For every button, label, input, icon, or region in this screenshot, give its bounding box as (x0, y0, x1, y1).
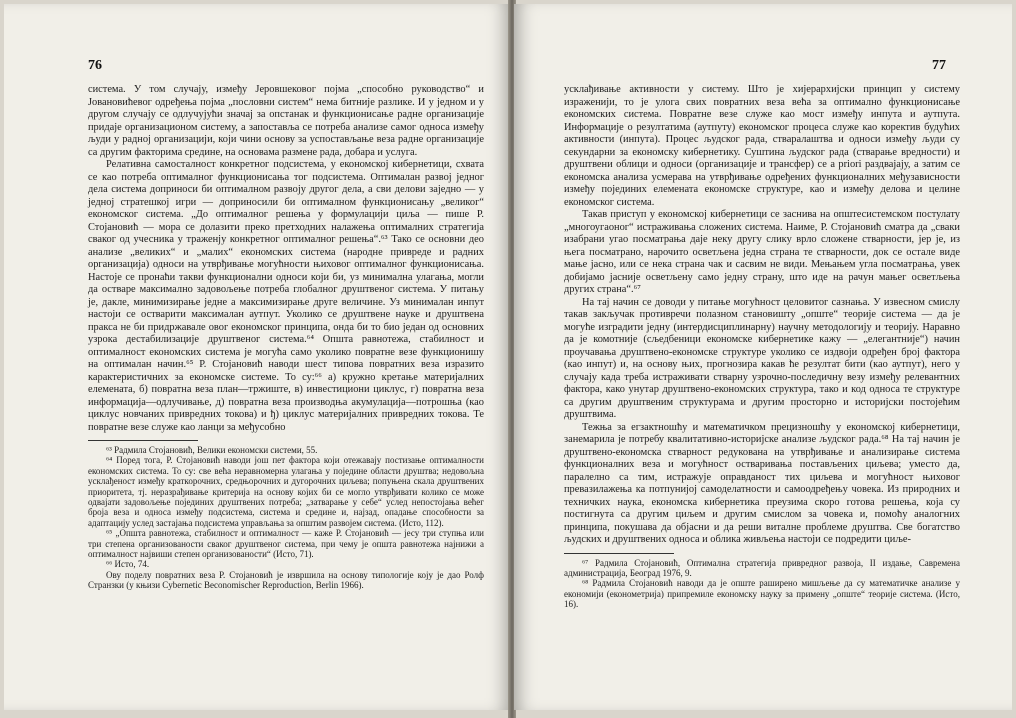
footnote: ⁶⁴ Поред тога, Р. Стојановић наводи још пет фактора који отежавају постизање оптималности економских система. То су: све већа неравномерна улагања у поједине области друштва; недовољна усклађеност између краткорочних, средњорочних и дугорочних циљева; попуњена скала друштвених приоритета, тј. неразрађивање критерија на основу којих би се могло утврђивати колико се може одвајати задовољење појединих друштвених потреба; „затварање у себе“ услед непостојања већег броја веза и односа између подсистема, система и средине и, најзад, опадање способности за адаптацију услед застајања подсистема управљања за општим развојем система. (Исто, 112). (88, 455, 484, 528)
footnote-rule (88, 440, 198, 441)
left-page-text (88, 84, 484, 591)
right-page-text (564, 84, 960, 610)
paragraph: Релативна самосталност конкретног подсистема, у економској кибернетици, схвата се као потреба оптималног функционисања тог подсистема. Оптималан развој једног дела система доприноси би оптималном развоју другог дела, а сви делови заједно — у једној стратешкој игри — доприносили би оптималном функционисању „великог“ економског система. „До оптималног решења у формулацији циља — пише Р. Стојановић — мора се долазити преко претходних налажења оптималних стратегија сваког од учесника у траженју конкретног оптималног решења“.⁶³ Тако се основни део анализе „великих“ и „малих“ економских система (народне привреде и радних организација) односи на утврђивање могућности њиховог оптималног функционисања. Настоје се пронаћи такви функционални односи који би, уз минимална улагања, могли да остваре максимално задовољење потреба глобалног друштвеног система. У питању је, дакле, минимизирање једне а максимизирање друге величине. Уз минималан инпут настоји се остварити максималан аутпут. Уколико се друштвене науке и друштвена пракса не би придржавале овог економског принципа, онда би то био један од основних узрока дестабилизације друштвеног система.⁶⁴ Општа равнотежа, стабилност и оптималност економских система је могућа само уколико повратне везе функционишу на оптималан начин.⁶⁵ Р. Стојановић наводи шест типова повратних веза изразито карактеристичних за економске системе. То су:⁶⁶ а) кружно кретање материјалних елемената, б) повратна веза план—тржиште, в) инвестициони циклус, г) повратна веза информација—одлучивање, д) повратна веза производња акумулација—потрошња (као циклус новчаних привредних токова) и ђ) циклус материјалних привредних токова. Те повратне везе служе као ланци за међусобно (88, 159, 484, 433)
footnote: ⁶³ Радмила Стојановић, Велики економски системи, 55. (106, 445, 318, 455)
paragraph: Тежња за егзактношћу и математичком прецизношћу у економској кибернетици, занемарила је потребу квалитативно-историјске анализе људског рада.⁶⁸ На тај начин је друштвено-економска стварност редукована на утврђивање и анализирање система функционалних веза и могућност остваривања постављених циљева; уместо да, паралелно са тим, истражује оправданост тих циљева и могућност њиховог превазилажења ка потпунијој самоделатности и самоодређењу човека. Из природних и техничких наука, економска кибернетика преузима скоро готова решења, која су постигнута са другим циљем и другим смислом за човека и, помоћу аналогних принципа, покушава да објасни и да реши виталне проблеме друштва. Све богатство људских и друштвених односа и облика живљења настоји се подредити циље- (564, 421, 960, 545)
paragraph: На тај начин се доводи у питање могућност целовитог сазнања. У извесном смислу такав закључак противречи полазном становишту „опште“ теорије система — да је могуће изградити једну (интердисциплинарну) научну методологију и теорију. Наравно да је комотније (сљедбеници економске кибернетике кажу — „елегантније“) начин проучавања друштвено-економске структуре уколико се издвоји одређен број фактора (као инпут) и, на основу њих, прогнозира какав ће резултат бити (као аутпут), него у случају када треба истраживати стварну узрочно-последичну везу између релевантних фактора, како унутар друштвено-економских структура, тако и код односа те структуре са другим друштвеним структурама и другим просторно и историјски постојећим друштвима. (564, 296, 960, 420)
footnote: ⁶⁸ Радмила Стојановић наводи да је опште раширено мишљење да су математичке анализе у економији (економетрија) припремиле економску науку за примену „опште“ теорије система. (Исто, 16). (564, 578, 960, 610)
footnote-rule (564, 553, 674, 554)
footnote: ⁶⁷ Радмила Стојановић, Оптимална стратегија привредног развоја, II издање, Савремена администрација, Београд 1976, 9. (564, 557, 960, 578)
page-number-left: 76 (88, 58, 102, 73)
right-page (514, 4, 1012, 710)
left-page (4, 4, 510, 710)
page-number-right: 77 (932, 58, 946, 73)
footnote: ⁶⁶ Исто, 74. (106, 559, 150, 570)
footnote: ⁶⁵ „Општа равнотежа, стабилност и оптималност — каже Р. Стојановић — јесу три ступња или три степена организованости сваког друштвеног система, при чему је општа равнотежа најнижи а оптималност највиши степен организованости“ (Исто, 71). (88, 528, 484, 560)
footnote: Ову поделу повратних веза Р. Стојановић је извршила на основу типологије коју је дао Ролф Странзки (у књизи Cybernetic Beconomischer Reproduction, Berlin 1966). (88, 569, 484, 591)
paragraph: систeма. У том случају, између Јеровшековог појма „способно руководство“ и Јовановићевог одређења појма „пословни систем“ нема битније разлике. И у једном и у другом случају се одлучујући значај за опстанак и функционисање радне организације придаје организационом систему, а запостављa се потреба анализе самог односа између људи у радној организацији, који чини основу за успостављање веза радне организације са другим факторима средине, на основама размене рада, добара и услуга. (88, 84, 484, 158)
paragraph: усклађивање активности у систему. Што је хијерархијски принцип у систему израженији, то је улога свих повратних веза већа за оптимално функционисање економских система. Повратне везе служе као мост између инпута и аутпута. Информације о резултатима (аутпуту) економског процеса служе као коректив будућих активности (инпута). Процес људског рада, стваралаштва и односи између људи су секундарни за економску кибернетику. Суштина људског рада (стварање вредности) и друштвени облици и односи (организације и трансфер) се а priori раздвајају, а затим се економска анализа усмерава на утврђивање одређених функционалних међузависности између појединих елемената економске структуре, као и између делова и целине економског система. (564, 84, 960, 208)
paragraph: Такав приступ у економској кибернетици се заснива на општесистемском постулату „многоугаоног“ истраживања сложених система. Наиме, Р. Стојановић сматра да „сваки изабрани угао посматрања даје неку другу слику врло сложене стварности, јер је, из њега посматрано, нарочито осветљена једна страна те стварности, док се остале виде мање јасно, или се нека страна чак и сасвим не види. Мењањем угла посматрања, увек добијамо јасније осветљену само једну страну, што иде на рачун мањег осветљења других страна“.⁶⁷ (564, 209, 960, 295)
